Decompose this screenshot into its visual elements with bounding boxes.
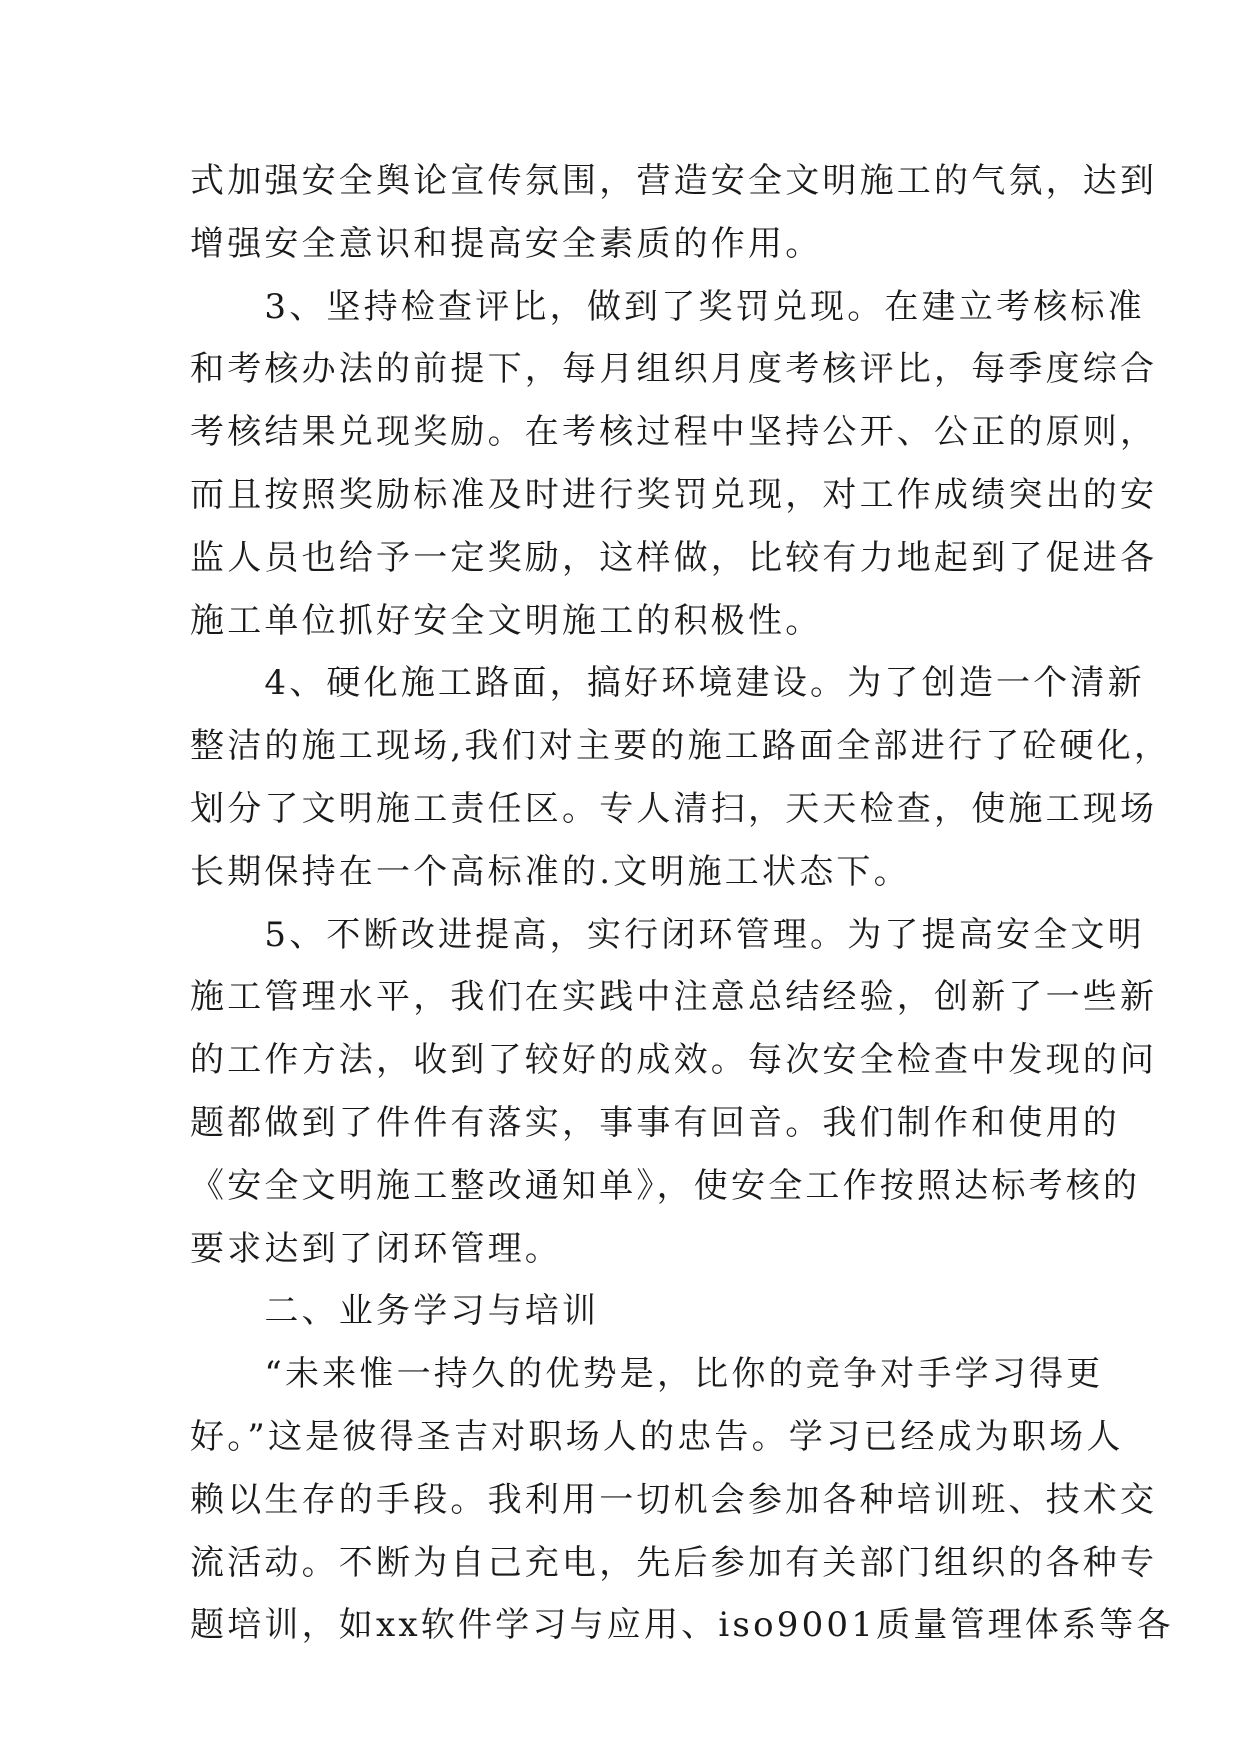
text-line: 施工单位抓好安全文明施工的积极性。 (190, 600, 823, 641)
text-line: 好。”这是彼得圣吉对职场人的忠告。学习已经成为职场人 (190, 1416, 1124, 1457)
text-line: 4、硬化施工路面，搞好环境建设。为了创造一个清新 (190, 663, 1145, 704)
text-line: 《安全文明施工整改通知单》，使安全工作按照达标考核的 (190, 1165, 1141, 1206)
text-line: 增强安全意识和提高安全素质的作用。 (190, 223, 823, 264)
text-line: 整洁的施工现场,我们对主要的施工路面全部进行了砼硬化， (190, 726, 1172, 767)
text-line: 的工作方法，收到了较好的成效。每次安全检查中发现的问 (190, 1040, 1158, 1081)
text-line: 施工管理水平，我们在实践中注意总结经验，创新了一些新 (190, 977, 1158, 1018)
text-line: 要求达到了闭环管理。 (190, 1228, 562, 1269)
text-line: 3、坚持检查评比，做到了奖罚兑现。在建立考核标准 (190, 286, 1145, 327)
text-line: 监人员也给予一定奖励，这样做，比较有力地起到了促进各 (190, 537, 1158, 578)
text-line: 考核结果兑现奖励。在考核过程中坚持公开、公正的原则， (190, 412, 1158, 453)
text-line: 赖以生存的手段。我利用一切机会参加各种培训班、技术交 (190, 1479, 1158, 1520)
text-line: 而且按照奖励标准及时进行奖罚兑现，对工作成绩突出的安 (190, 474, 1158, 515)
text-line: 流活动。不断为自己充电，先后参加有关部门组织的各种专 (190, 1542, 1158, 1583)
text-line: 和考核办法的前提下，每月组织月度考核评比，每季度综合 (190, 349, 1158, 390)
section-heading: 二、业务学习与培训 (190, 1291, 600, 1332)
text-line: 题培训，如xx软件学习与应用、iso9001质量管理体系等各 (190, 1605, 1174, 1646)
text-line: 长期保持在一个高标准的.文明施工状态下。 (190, 851, 911, 892)
text-line: 5、不断改进提高，实行闭环管理。为了提高安全文明 (190, 914, 1145, 955)
text-line: 式加强安全舆论宣传氛围，营造安全文明施工的气氛，达到 (190, 161, 1158, 201)
body-text (190, 150, 1174, 1657)
text-line: 题都做到了件件有落实，事事有回音。我们制作和使用的 (190, 1102, 1120, 1143)
text-line: 划分了文明施工责任区。专人清扫，天天检查，使施工现场 (190, 788, 1158, 829)
text-line: “未来惟一持久的优势是，比你的竞争对手学习得更 (190, 1354, 1104, 1395)
